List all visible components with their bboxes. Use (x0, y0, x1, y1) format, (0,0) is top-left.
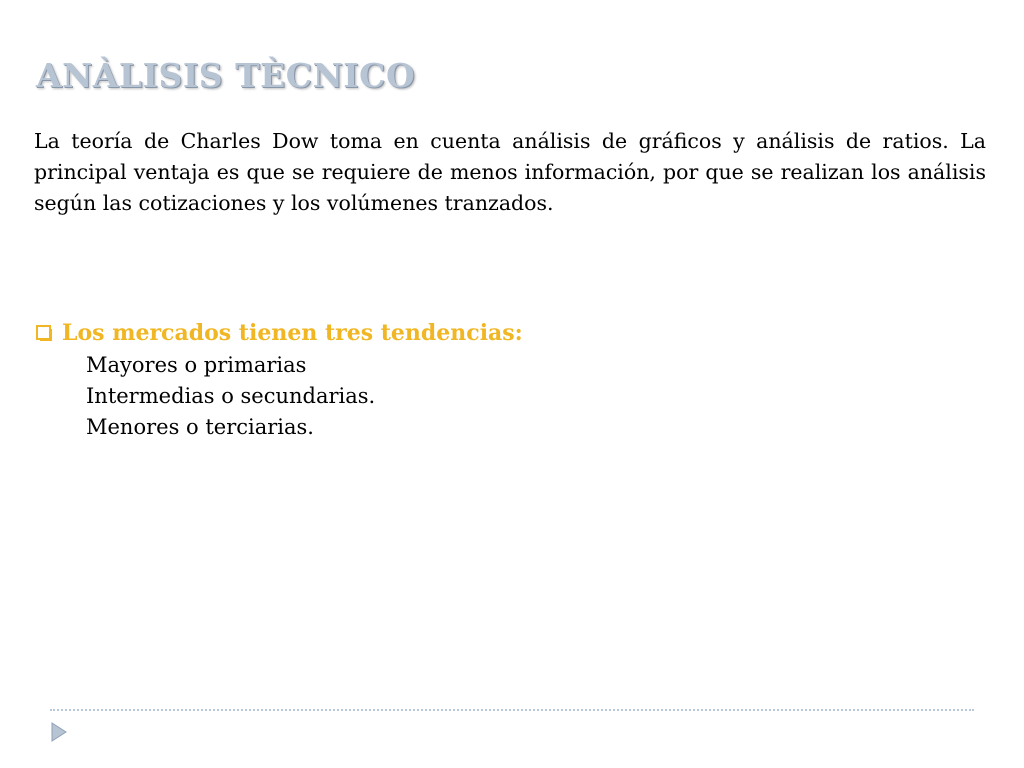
footer-divider (50, 709, 974, 711)
body-paragraph: La teoría de Charles Dow toma en cuenta análisis de gráficos y análisis de ratios. La principal ventaja es que se requiere de menos información, por que se realizan los análisis según las cotizaciones y los volúmenes tranzados. (34, 129, 986, 215)
bullet-heading-row (36, 317, 523, 349)
slide-title: ANÀLISIS TÈCNICO (36, 56, 416, 95)
list-item: Menores o terciarias. (86, 415, 314, 439)
bullet-heading: Los mercados tienen tres tendencias: (62, 320, 523, 346)
play-triangle-icon[interactable] (50, 721, 68, 743)
checkbox-square-icon (36, 325, 52, 341)
list-item: Mayores o primarias (86, 353, 307, 377)
trend-list (86, 350, 375, 443)
list-item: Intermedias o secundarias. (86, 384, 376, 408)
